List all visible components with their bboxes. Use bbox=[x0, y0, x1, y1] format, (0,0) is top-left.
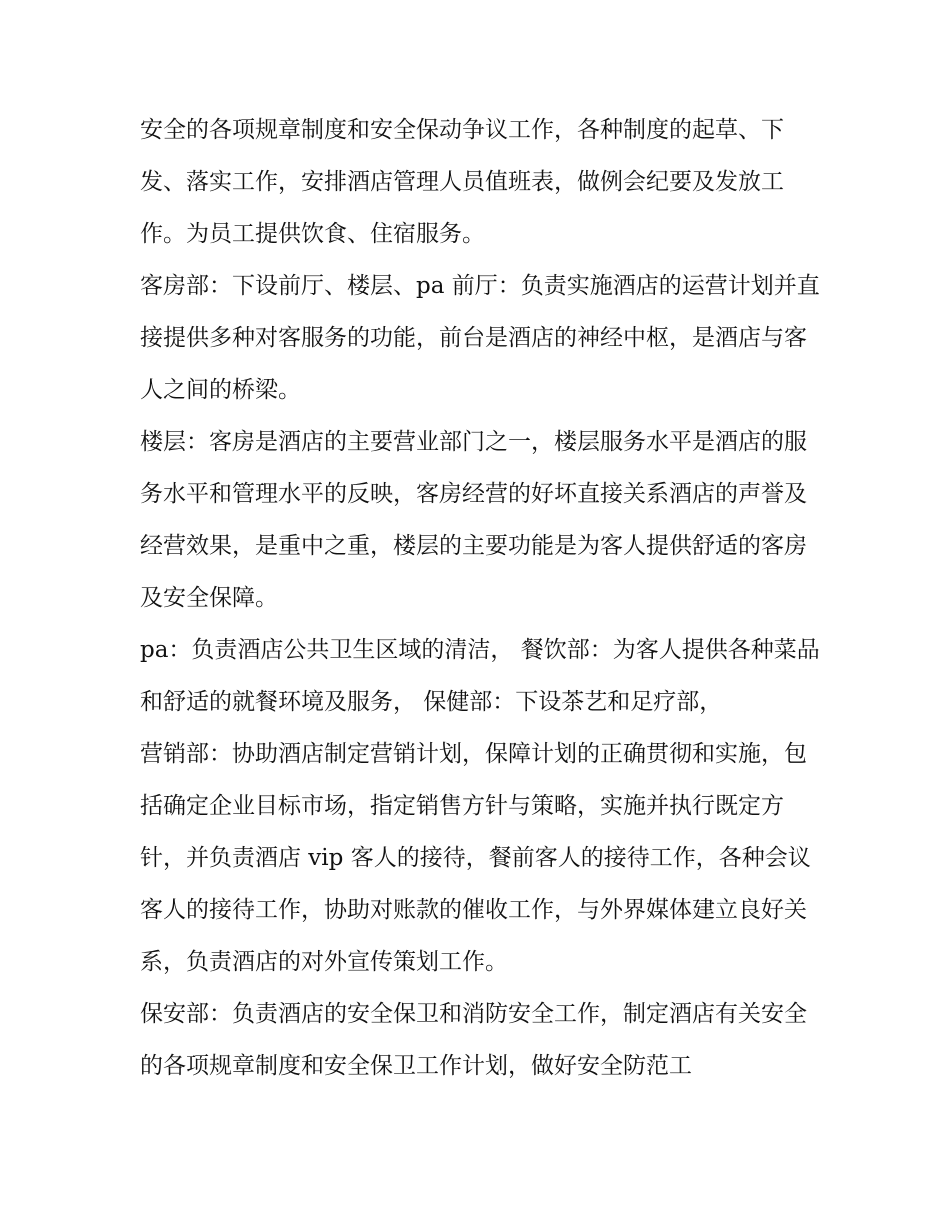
paragraph-floors: 楼层：客房是酒店的主要营业部门之一，楼层服务水平是酒店的服务水平和管理水平的反映，客房经营的好坏直接关系酒店的声誉及经营效果，是重中之重，楼层的主要功能是为客人提供舒适的客房及安全保障。 bbox=[140, 429, 807, 611]
paragraph-pa-catering-health: pa：负责酒店公共卫生区域的清洁， 餐饮部：为客人提供各种菜品和舒适的就餐环境及服务， 保健部：下设茶艺和足疗部， bbox=[140, 637, 820, 715]
paragraph-housekeeping-dept: 客房部：下设前厅、楼层、pa 前厅：负责实施酒店的运营计划并直接提供多种对客服务的功能，前台是酒店的神经中枢，是酒店与客人之间的桥梁。 bbox=[140, 273, 820, 403]
document-body bbox=[140, 104, 820, 1092]
paragraph-security-dept: 保安部：负责酒店的安全保卫和消防安全工作，制定酒店有关安全的各项规章制度和安全保卫工作计划，做好安全防范工 bbox=[140, 1001, 807, 1079]
paragraph-admin-duties: 安全的各项规章制度和安全保动争议工作，各种制度的起草、下发、落实工作，安排酒店管理人员值班表，做例会纪要及发放工作。为员工提供饮食、住宿服务。 bbox=[140, 117, 784, 247]
paragraph-marketing-dept: 营销部：协助酒店制定营销计划，保障计划的正确贯彻和实施，包括确定企业目标市场，指定销售方针与策略，实施并执行既定方针，并负责酒店 vip 客人的接待，餐前客人的接待工作，各种会议客人的接待工作，协助对账款的催收工作，与外界媒体建立良好关系，负责酒店的对外宣传策划工作。 bbox=[140, 741, 811, 975]
